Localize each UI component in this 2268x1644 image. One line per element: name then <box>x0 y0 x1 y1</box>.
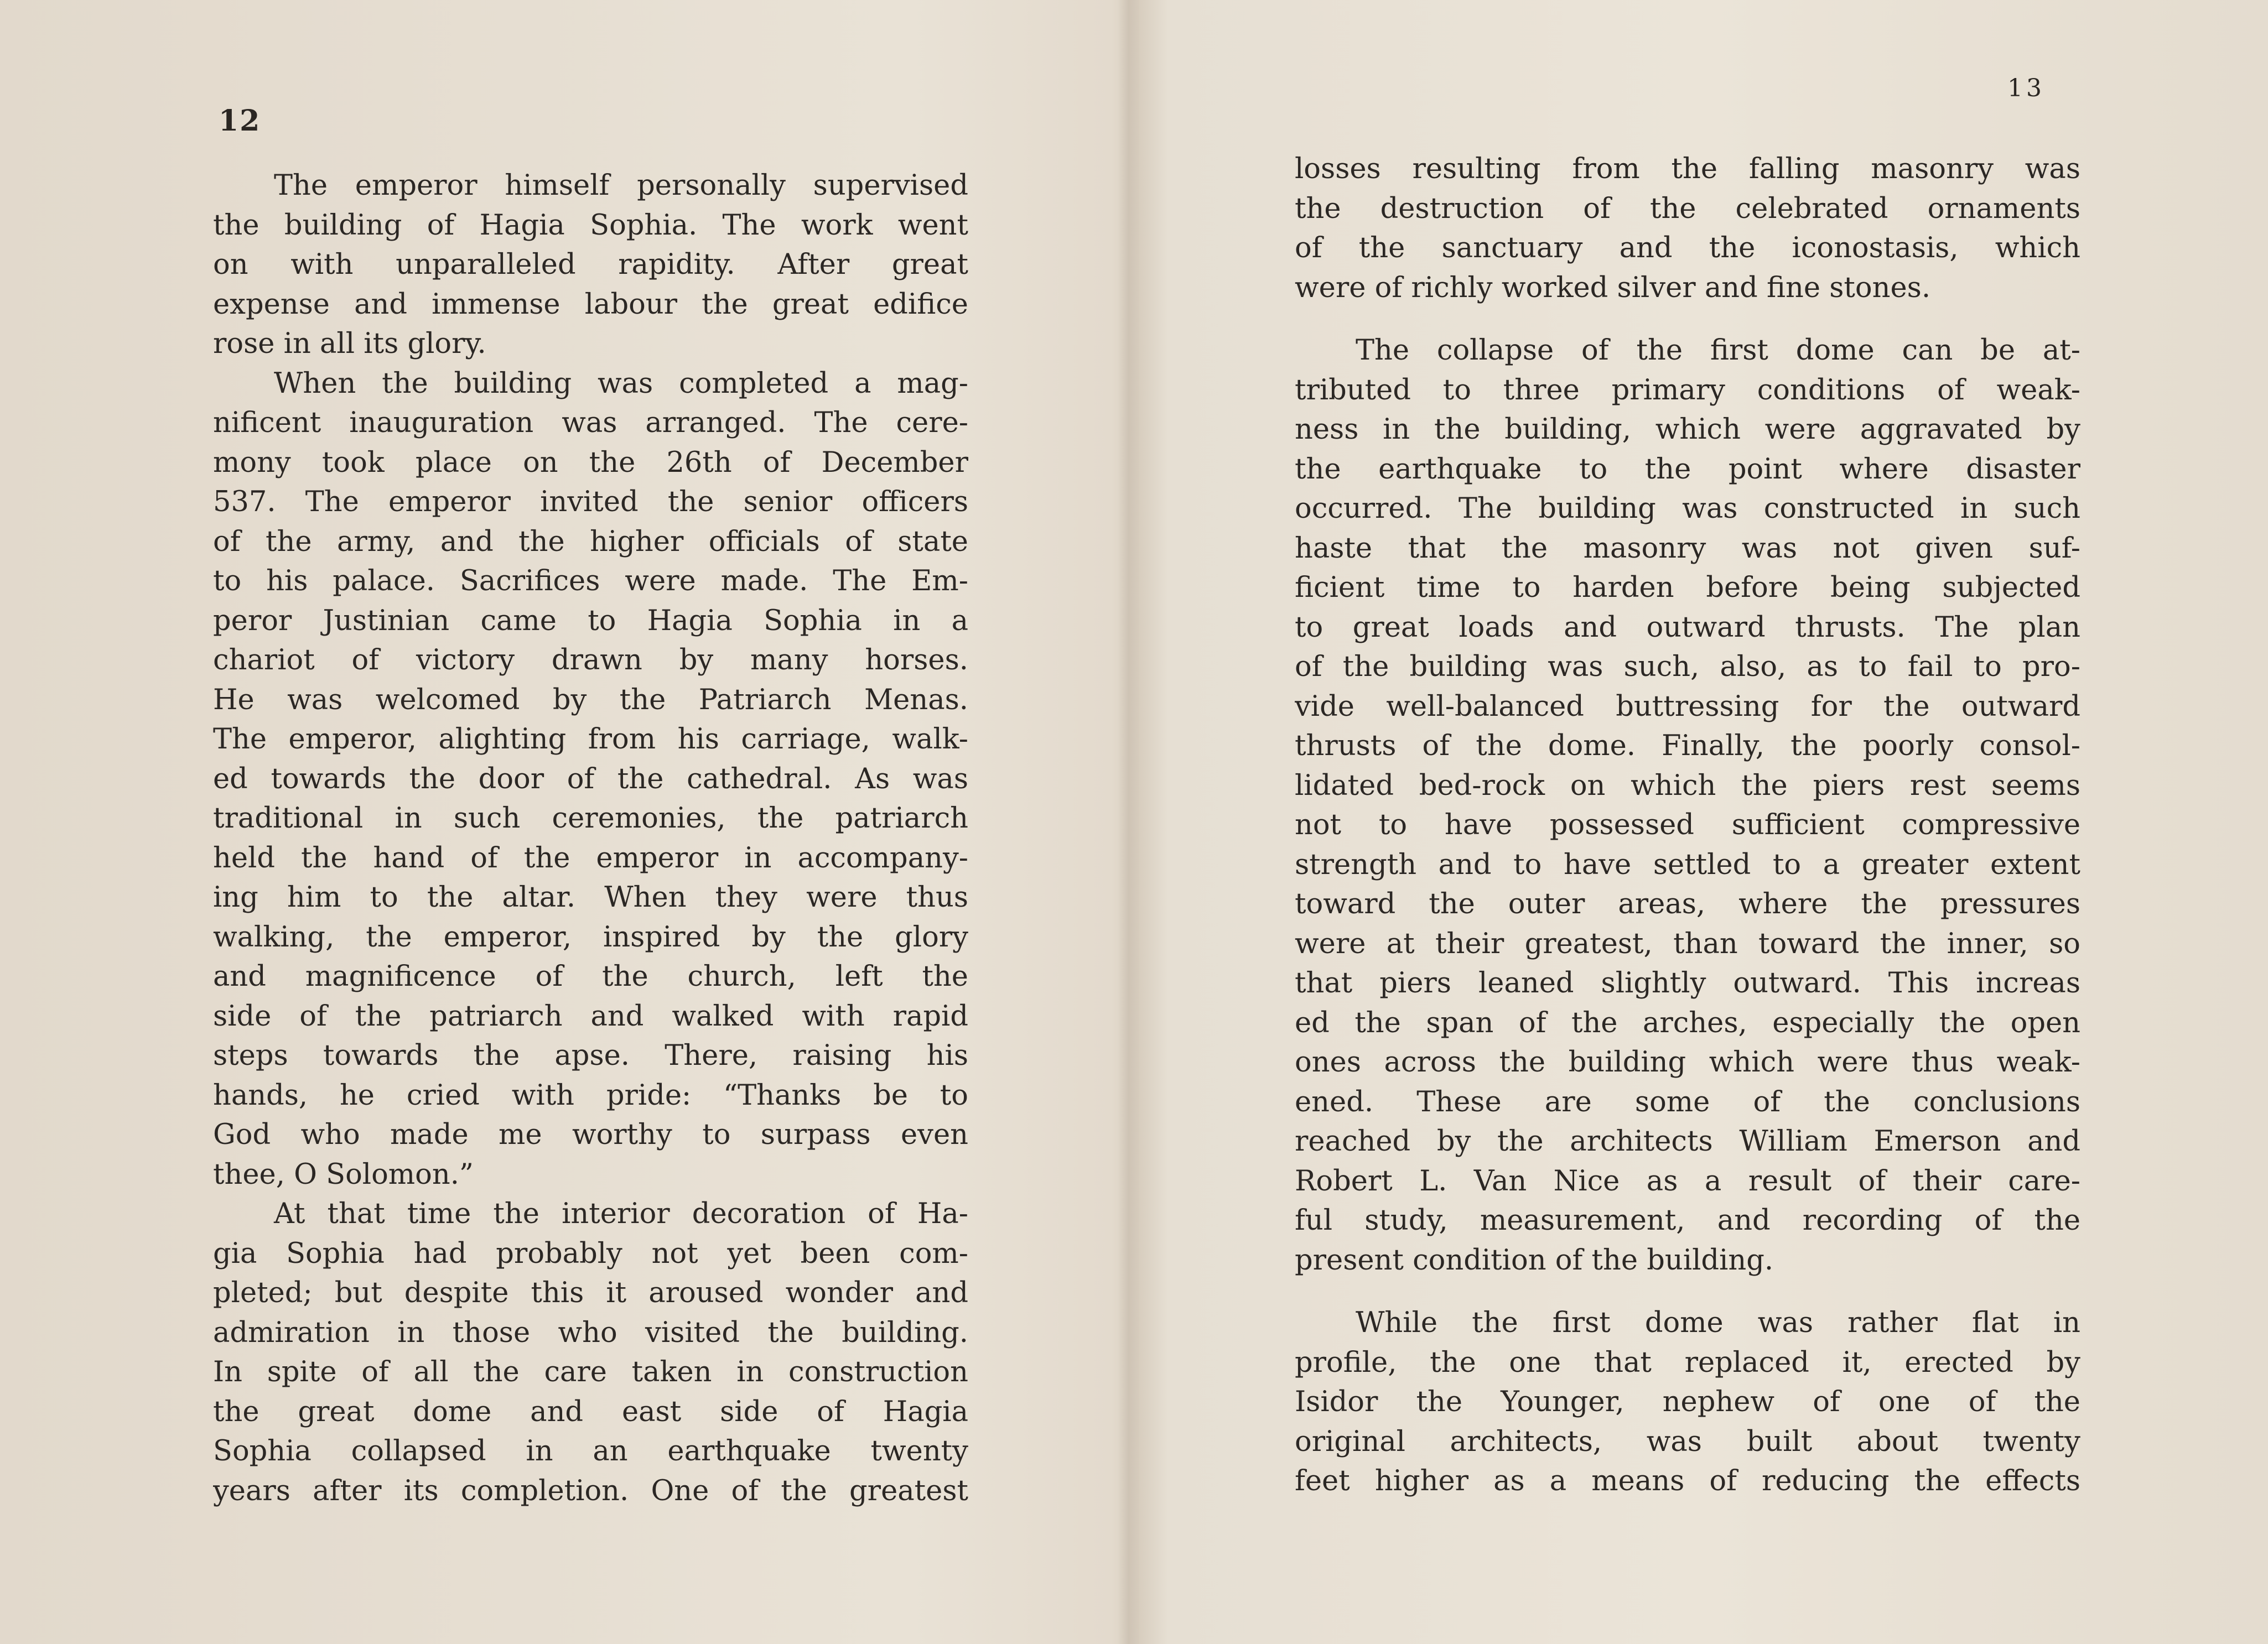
text-line: side of the patriarch and walked with rapid <box>213 1000 968 1033</box>
text-line: At that time the interior decoration of Ha- <box>274 1198 968 1230</box>
text-line: of the building was such, also, as to fail to pro- <box>1295 651 2080 683</box>
text-line: The emperor himself personally supervised <box>274 169 968 202</box>
text-line: tributed to three primary conditions of weak- <box>1295 373 2080 407</box>
left-page <box>0 0 1123 1644</box>
text-line: occurred. The building was constructed in such <box>1295 492 2080 525</box>
text-line: were of richly worked silver and fine stones. <box>1295 271 1931 304</box>
text-line: rose in all its glory. <box>213 327 486 360</box>
text-line: He was welcomed by the Patriarch Menas. <box>213 683 968 716</box>
text-line: held the hand of the emperor in accompany- <box>213 841 968 875</box>
text-line: admiration in those who visited the building. <box>213 1316 968 1349</box>
text-line: reached by the architects William Emerson and <box>1295 1125 2080 1158</box>
text-line: Isidor the Younger, nephew of one of the <box>1295 1386 2080 1418</box>
text-line: pleted; but despite this it aroused wonder and <box>213 1277 968 1309</box>
text-line: the earthquake to the point where disaster <box>1295 452 2080 486</box>
text-line: peror Justinian came to Hagia Sophia in a <box>213 604 968 637</box>
text-line: on with unparalleled rapidity. After great <box>213 248 968 281</box>
text-line: God who made me worthy to surpass even <box>213 1118 968 1151</box>
text-line: to his palace. Sacrifices were made. The Em- <box>213 565 968 597</box>
text-line: ness in the building, which were aggravated by <box>1295 413 2080 446</box>
paragraph-gap <box>1295 1280 2080 1303</box>
text-line: feet higher as a means of reducing the effects <box>1295 1465 2080 1497</box>
text-line: the building of Hagia Sophia. The work went <box>213 209 968 242</box>
text-line: not to have possessed sufficient compressive <box>1295 809 2080 841</box>
text-line: the destruction of the celebrated ornaments <box>1295 192 2080 225</box>
text-line: ened. These are some of the conclusions <box>1295 1085 2080 1118</box>
text-line: of the sanctuary and the iconostasis, which <box>1295 232 2080 264</box>
right-page-text <box>1295 149 2080 1501</box>
text-line: When the building was completed a mag- <box>274 367 968 400</box>
text-line: Robert L. Van Nice as a result of their care- <box>1295 1164 2080 1198</box>
text-line: vide well-balanced buttressing for the outward <box>1295 690 2080 723</box>
text-line: ficient time to harden before being subjected <box>1295 571 2080 604</box>
text-line: gia Sophia had probably not yet been com- <box>213 1237 968 1270</box>
text-line: steps towards the apse. There, raising his <box>213 1039 968 1072</box>
text-line: In spite of all the care taken in construction <box>213 1356 968 1388</box>
text-line: ing him to the altar. When they were thus <box>213 881 968 914</box>
text-line: Sophia collapsed in an earthquake twenty <box>213 1435 968 1468</box>
text-line: walking, the emperor, inspired by the glory <box>213 920 968 954</box>
text-line: thrusts of the dome. Finally, the poorly consol- <box>1295 730 2080 762</box>
text-line: ones across the building which were thus weak- <box>1295 1046 2080 1079</box>
page-number-right: 13 <box>2007 74 2045 102</box>
text-line: were at their greatest, than toward the inner, so <box>1295 927 2080 960</box>
text-line: chariot of victory drawn by many horses. <box>213 644 968 677</box>
text-line: of the army, and the higher officials of state <box>213 525 968 558</box>
text-line: traditional in such ceremonies, the patriarch <box>213 802 968 835</box>
text-line: mony took place on the 26th of December <box>213 446 968 479</box>
text-line: ful study, measurement, and recording of the <box>1295 1204 2080 1237</box>
text-line: While the first dome was rather flat in <box>1356 1307 2080 1339</box>
text-line: The collapse of the first dome can be at- <box>1356 334 2080 367</box>
text-line: to great loads and outward thrusts. The plan <box>1295 611 2080 644</box>
text-line: losses resulting from the falling masonry was <box>1295 153 2080 185</box>
text-line: haste that the masonry was not given suf- <box>1295 532 2080 565</box>
text-line: thee, O Solomon.” <box>213 1158 474 1191</box>
text-line: the great dome and east side of Hagia <box>213 1395 968 1428</box>
text-line: profile, the one that replaced it, erected by <box>1295 1346 2080 1379</box>
left-page-text <box>213 166 968 1511</box>
text-line: hands, he cried with pride: “Thanks be to <box>213 1079 968 1112</box>
text-line: expense and immense labour the great edifice <box>213 288 968 321</box>
page-number-left: 12 <box>219 104 261 138</box>
text-line: The emperor, alighting from his carriage, walk- <box>213 723 968 756</box>
text-line: strength and to have settled to a greater extent <box>1295 848 2080 881</box>
paragraph-gap <box>1295 308 2080 331</box>
text-line: that piers leaned slightly outward. This increas <box>1295 967 2080 1000</box>
text-line: original architects, was built about twenty <box>1295 1425 2080 1458</box>
text-line: ed the span of the arches, especially the open <box>1295 1006 2080 1039</box>
text-line: years after its completion. One of the greatest <box>213 1474 968 1507</box>
right-page <box>1134 0 2268 1644</box>
text-line: nificent inauguration was arranged. The cere- <box>213 407 968 439</box>
text-line: present condition of the building. <box>1295 1244 1774 1277</box>
text-line: ed towards the door of the cathedral. As was <box>213 762 968 795</box>
text-line: toward the outer areas, where the pressures <box>1295 888 2080 920</box>
text-line: 537. The emperor invited the senior officers <box>213 486 968 518</box>
text-line: and magnificence of the church, left the <box>213 960 968 993</box>
text-line: lidated bed-rock on which the piers rest seems <box>1295 769 2080 802</box>
